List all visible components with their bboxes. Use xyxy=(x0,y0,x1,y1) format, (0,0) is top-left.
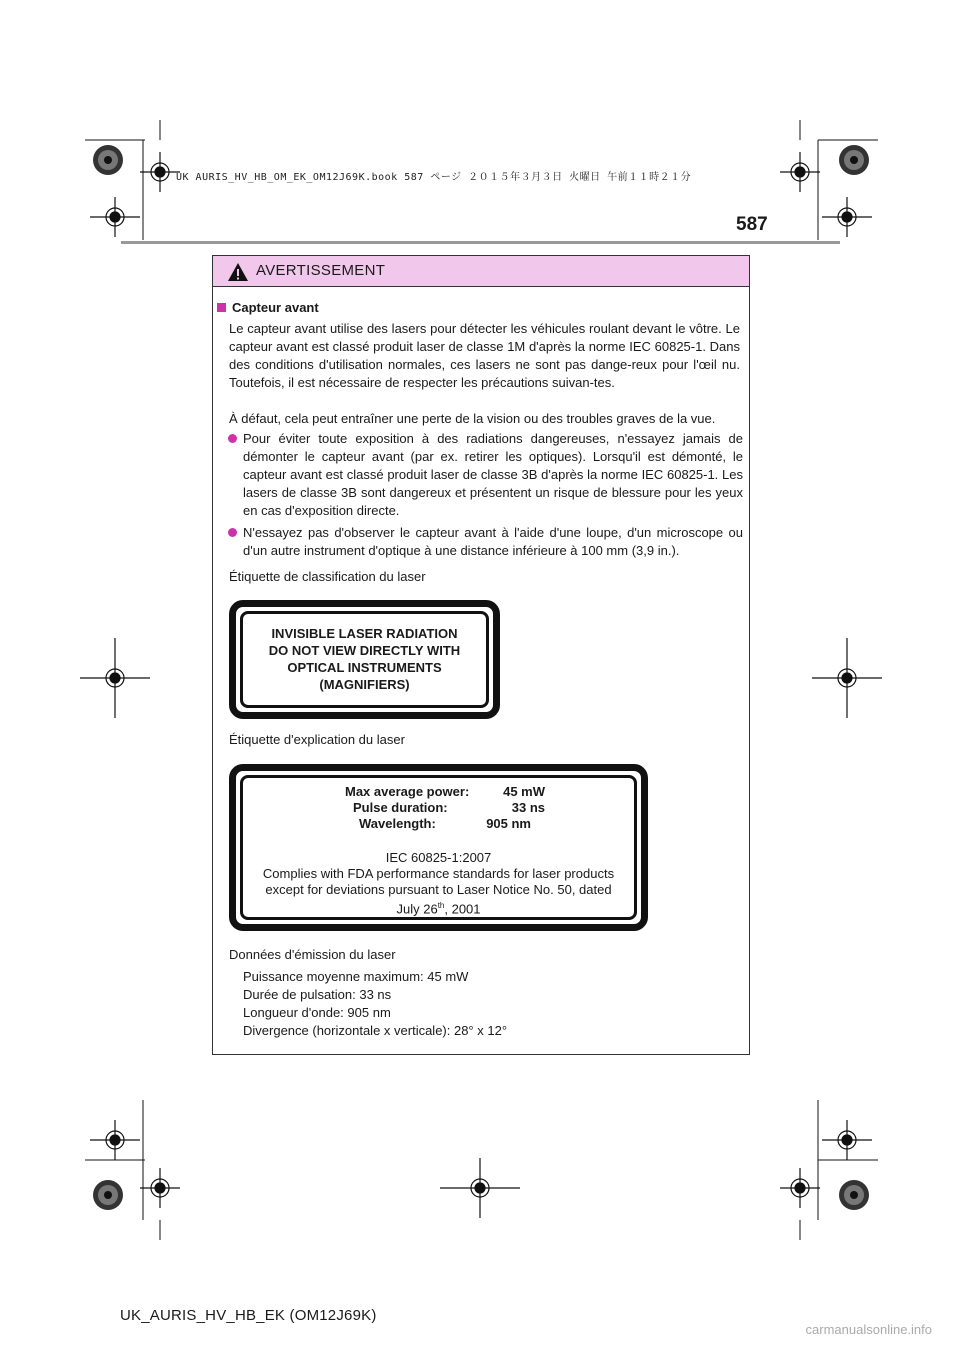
power-key: Max average power: xyxy=(345,784,470,799)
label-line: DO NOT VIEW DIRECTLY WITH xyxy=(268,643,461,658)
emission-line: Longueur d'onde: 905 nm xyxy=(243,1005,391,1020)
square-bullet-icon xyxy=(217,303,226,312)
fda-line: Complies with FDA performance standards for laser products xyxy=(262,866,615,881)
section-title: Capteur avant xyxy=(232,300,319,315)
classification-label xyxy=(229,600,500,719)
pulse-key: Pulse duration: xyxy=(353,800,448,815)
pulse-value: 33 ns xyxy=(511,800,545,815)
page-number: 587 xyxy=(736,214,768,235)
book-info-header: UK AURIS_HV_HB_OM_EK_OM12J69K.book 587 ページ ２０１５年３月３日 火曜日 午前１１時２１分 xyxy=(176,172,692,183)
bullet-item: Pour éviter toute exposition à des radiations dangereuses, n'essayez jamais de démonter le capteur avant (par ex. retirer les optiques). Lorsqu'il est démonté, le capteur avant est classé produit laser de classe 3B d'après la norme IEC 60825-1. Les lasers de classe 3B sont dangereux et présentent un risque de blessure pour les yeux en cas d'exposition directe. xyxy=(243,431,743,518)
bullet-item: N'essayez pas d'observer le capteur avant à l'aide d'une loupe, d'un microscope ou d'un autre instrument d'optique à une distance inférieure à 100 mm (3,9 in.). xyxy=(243,525,743,558)
section-heading xyxy=(217,300,319,315)
standard-text: IEC 60825-1:2007 xyxy=(385,850,492,865)
label-line: (MAGNIFIERS) xyxy=(319,677,410,692)
intro-paragraph: Le capteur avant utilise des lasers pour détecter les véhicules roulant devant le vôtre. Le capteur avant est classé produit laser de classe 1M d'après la norme IEC 60825-1. Dans des conditions d'utilisation normales, ces lasers ne sont pas dange-reux pour l'œil nu. Toutefois, il est nécessaire de respecter les précautions suivan-tes. xyxy=(229,321,740,390)
fda-line: except for deviations pursuant to Laser Notice No. 50, dated xyxy=(265,882,612,897)
emission-line: Divergence (horizontale x verticale): 28° x 12° xyxy=(243,1023,508,1038)
consequence-text: À défaut, cela peut entraîner une perte de la vision ou des troubles graves de la vue. xyxy=(229,411,716,426)
wave-value: 905 nm xyxy=(486,816,531,831)
label-line: INVISIBLE LASER RADIATION xyxy=(271,626,458,641)
header-rule xyxy=(121,241,840,244)
wave-key: Wavelength: xyxy=(359,816,436,831)
model-code: UK_AURIS_HV_HB_EK (OM12J69K) xyxy=(120,1307,377,1324)
bullet-dot-icon xyxy=(228,528,237,537)
emission-caption: Données d'émission du laser xyxy=(229,947,396,962)
emission-line: Puissance moyenne maximum: 45 mW xyxy=(243,969,469,984)
bullet-dot-icon xyxy=(228,434,237,443)
date-line: July 26th, 2001 xyxy=(396,901,481,917)
warning-triangle-icon xyxy=(227,262,249,282)
explanation-label xyxy=(229,764,648,931)
watermark: carmanualsonline.info xyxy=(805,1322,932,1337)
explanation-caption: Étiquette d'explication du laser xyxy=(229,732,405,747)
classification-caption: Étiquette de classification du laser xyxy=(229,569,426,584)
warning-title: AVERTISSEMENT xyxy=(256,262,386,279)
power-value: 45 mW xyxy=(503,784,545,799)
label-line: OPTICAL INSTRUMENTS xyxy=(287,660,442,675)
emission-line: Durée de pulsation: 33 ns xyxy=(243,987,392,1002)
